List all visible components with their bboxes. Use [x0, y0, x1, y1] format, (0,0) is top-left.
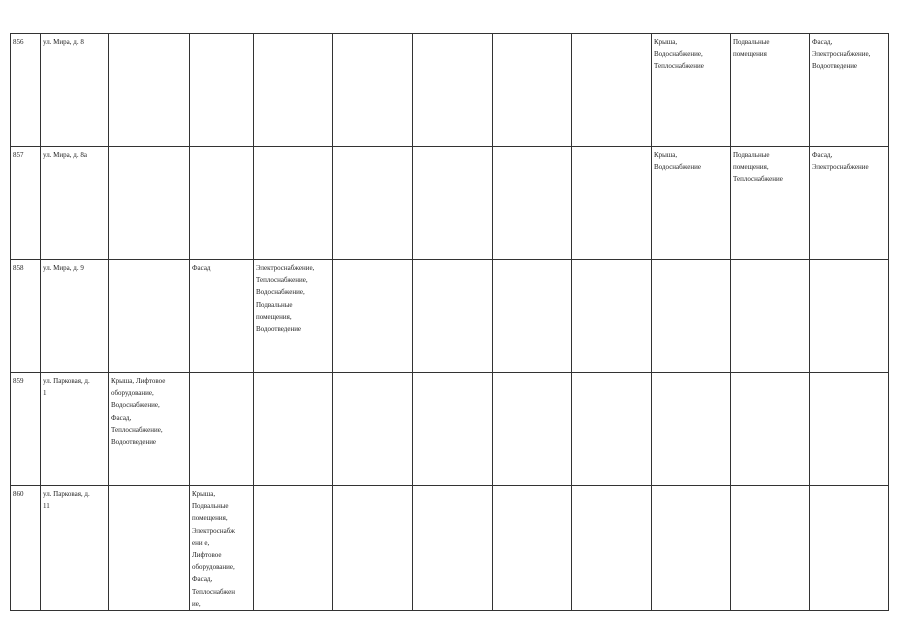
- work-period-cell: [190, 147, 254, 260]
- table-body: [11, 34, 889, 611]
- work-period-cell: [572, 147, 652, 260]
- address-cell: [41, 260, 109, 373]
- work-period-cell: [493, 260, 572, 373]
- work-period-cell: [652, 486, 731, 611]
- work-period-cell: [810, 373, 889, 486]
- address-text: ул. Парковая, д. 1: [43, 377, 90, 398]
- work-period-cell: [413, 486, 493, 611]
- row-number: 858: [13, 264, 24, 272]
- work-period-cell: [254, 260, 333, 373]
- work-period-cell: [572, 373, 652, 486]
- work-period-cell: [493, 147, 572, 260]
- work-period-cell: [652, 34, 731, 147]
- table-row: [11, 373, 889, 486]
- work-period-cell: [333, 373, 413, 486]
- work-period-cell: [652, 147, 731, 260]
- work-period-cell: [572, 486, 652, 611]
- address-cell: [41, 486, 109, 611]
- work-period-cell: [731, 147, 810, 260]
- work-period-cell: [810, 486, 889, 611]
- work-period-cell: [731, 486, 810, 611]
- row-number: 856: [13, 38, 24, 46]
- work-period-cell: [109, 486, 190, 611]
- work-types-text: Крыша, Лифтовое оборудование, Водоснабжение, Фасад, Теплоснабжение, Водоотведение: [111, 377, 166, 447]
- work-period-cell: [810, 147, 889, 260]
- work-types-text: Подвальные помещения: [733, 38, 770, 59]
- work-period-cell: [109, 147, 190, 260]
- work-period-cell: [333, 486, 413, 611]
- address-cell: [41, 34, 109, 147]
- work-period-cell: [254, 373, 333, 486]
- work-period-cell: [413, 34, 493, 147]
- row-number: 857: [13, 151, 24, 159]
- work-period-cell: [190, 373, 254, 486]
- work-period-cell: [731, 260, 810, 373]
- address-text: ул. Мира, д. 9: [43, 264, 84, 272]
- row-number-cell: [11, 373, 41, 486]
- work-period-cell: [109, 373, 190, 486]
- table-row: [11, 486, 889, 611]
- work-types-text: Электроснабжение, Теплоснабжение, Водоснабжение, Подвальные помещения, Водоотведение: [256, 264, 315, 334]
- work-period-cell: [254, 34, 333, 147]
- work-period-cell: [333, 147, 413, 260]
- address-text: ул. Мира, д. 8: [43, 38, 84, 46]
- row-number: 860: [13, 490, 24, 498]
- work-types-text: Крыша, Водоснабжение: [654, 151, 702, 172]
- address-text: ул. Мира, д. 8а: [43, 151, 87, 159]
- table-row: [11, 34, 889, 147]
- work-period-cell: [333, 260, 413, 373]
- work-period-cell: [190, 34, 254, 147]
- work-period-cell: [572, 34, 652, 147]
- work-period-cell: [254, 147, 333, 260]
- work-period-cell: [493, 373, 572, 486]
- work-period-cell: [413, 373, 493, 486]
- work-period-cell: [333, 34, 413, 147]
- work-period-cell: [731, 373, 810, 486]
- address-cell: [41, 373, 109, 486]
- work-period-cell: [652, 260, 731, 373]
- table-row: [11, 260, 889, 373]
- work-types-text: Подвальные помещения, Теплоснабжение: [733, 151, 783, 184]
- work-period-cell: [190, 486, 254, 611]
- work-period-cell: [413, 147, 493, 260]
- work-period-cell: [731, 34, 810, 147]
- address-cell: [41, 147, 109, 260]
- work-types-text: Фасад, Электроснабжение: [812, 151, 869, 172]
- work-types-text: Крыша, Подвальные помещения, Электроснабж ени е, Лифтовое оборудование, Фасад, Теплоснабжен ие,: [192, 490, 235, 608]
- row-number-cell: [11, 34, 41, 147]
- repair-schedule-table: [10, 33, 889, 611]
- work-types-text: Крыша, Водоснабжение, Теплоснабжение: [654, 38, 704, 71]
- work-types-text: Фасад: [192, 264, 211, 272]
- work-period-cell: [493, 486, 572, 611]
- work-period-cell: [572, 260, 652, 373]
- work-period-cell: [413, 260, 493, 373]
- work-types-text: Фасад, Электроснабжение, Водоотведение: [812, 38, 871, 71]
- work-period-cell: [254, 486, 333, 611]
- row-number: 859: [13, 377, 24, 385]
- work-period-cell: [652, 373, 731, 486]
- address-text: ул. Парковая, д. 11: [43, 490, 90, 511]
- work-period-cell: [810, 34, 889, 147]
- table-row: [11, 147, 889, 260]
- row-number-cell: [11, 147, 41, 260]
- row-number-cell: [11, 260, 41, 373]
- work-period-cell: [190, 260, 254, 373]
- work-period-cell: [109, 260, 190, 373]
- work-period-cell: [109, 34, 190, 147]
- row-number-cell: [11, 486, 41, 611]
- work-period-cell: [810, 260, 889, 373]
- work-period-cell: [493, 34, 572, 147]
